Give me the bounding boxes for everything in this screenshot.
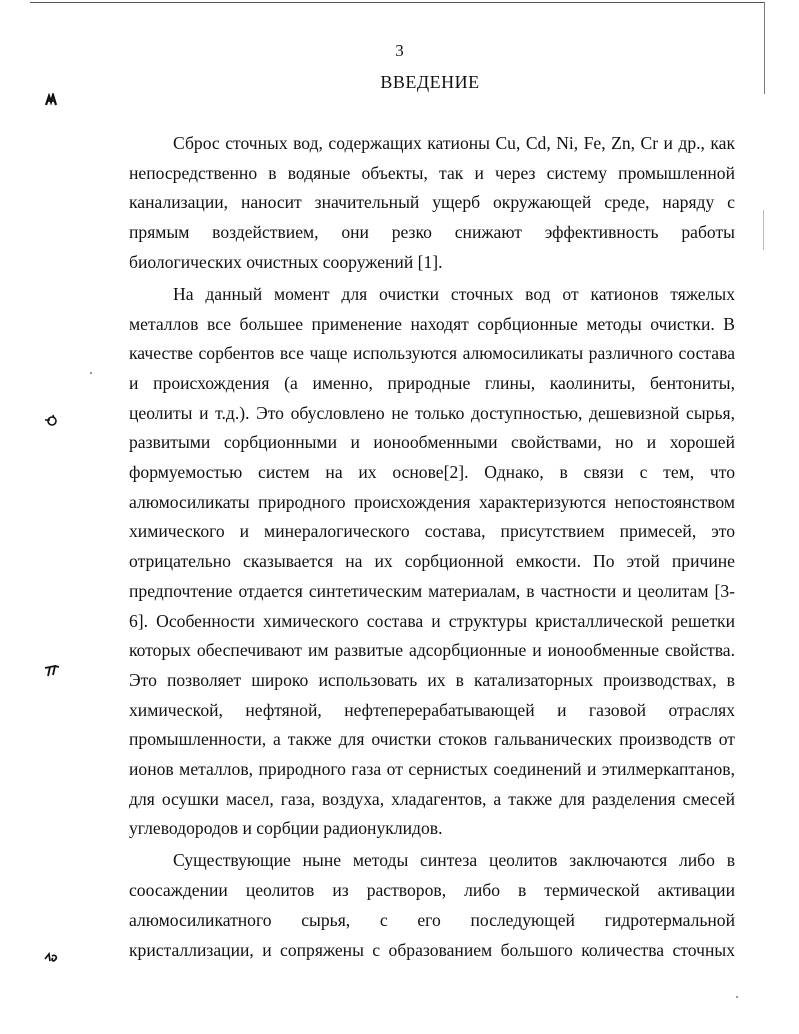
text-line: Это позволяет широко использовать их в катализаторных производствах, в xyxy=(129,669,735,690)
text-line: алюмосиликаты природного происхождения характеризуются непостоянством xyxy=(129,491,735,512)
text-line: ионов металлов, природного газа от сернистых соединений и этилмеркаптанов, xyxy=(129,759,735,780)
scan-artifact-mark-icon xyxy=(44,664,60,678)
text-line: которых обеспечивают им развитые адсорбционные и ионообменные свойства. xyxy=(129,640,735,661)
text-line: кристаллизации, и сопряжены с образованием большого количества сточных xyxy=(129,939,735,960)
scan-border-right-faint xyxy=(763,210,764,250)
text-line: алюмосиликатного сырья, с его последующей гидротермальной xyxy=(129,909,735,930)
paragraph-2 xyxy=(129,280,735,844)
scan-speck xyxy=(90,372,92,374)
text-line: соосаждении цеолитов из растворов, либо в термической активации xyxy=(129,880,735,901)
text-line: промышленности, а также для очистки стоков гальванических производств от xyxy=(129,729,735,750)
scan-border-top xyxy=(30,2,765,3)
paragraph-3 xyxy=(129,846,735,965)
text-line: непосредственно в водяные объекты, так и через систему промышленной xyxy=(129,162,735,183)
scan-artifact-mark-icon xyxy=(44,950,60,964)
document-body xyxy=(129,129,735,965)
text-line: химического и минералогического состава, присутствием примесей, это xyxy=(129,521,735,542)
text-line: для осушки масел, газа, воздуха, хладагентов, а также для разделения смесей xyxy=(129,788,735,809)
text-line: развитыми сорбционными и ионообменными свойствами, но и хорошей xyxy=(129,432,735,453)
scan-speck xyxy=(736,996,738,998)
text-line: На данный момент для очистки сточных вод от катионов тяжелых xyxy=(173,283,735,304)
page-title: ВВЕДЕНИЕ xyxy=(380,72,480,92)
text-line: 6]. Особенности химического состава и структуры кристаллической решетки xyxy=(129,610,735,631)
text-line: цеолиты и т.д.). Это обусловлено не только доступностью, дешевизной сырья, xyxy=(129,402,735,423)
text-line: прямым воздействием, они резко снижают эффективность работы xyxy=(129,222,735,243)
page-number: 3 xyxy=(395,41,404,60)
text-line: углеводородов и сорбции радионуклидов. xyxy=(129,818,443,839)
paragraph-1 xyxy=(129,129,735,278)
text-line: Существующие ныне методы синтеза цеолитов заключаются либо в xyxy=(173,850,735,871)
scan-artifact-mark-icon xyxy=(44,93,58,107)
text-line: предпочтение отдается синтетическим материалам, в частности и цеолитам [3- xyxy=(129,580,735,601)
scan-artifact-mark-icon xyxy=(44,413,58,427)
text-line: канализации, наносит значительный ущерб окружающей среде, наряду с xyxy=(129,192,735,213)
text-line: формуемостью систем на их основе[2]. Однако, в связи с тем, что xyxy=(129,462,735,483)
text-line: металлов все большее применение находят сорбционные методы очистки. В xyxy=(129,313,735,334)
text-line: отрицательно сказывается на их сорбционной емкости. По этой причине xyxy=(129,551,735,572)
text-line: Сброс сточных вод, содержащих катионы Cu, Cd, Ni, Fe, Zn, Cr и др., как xyxy=(173,133,735,153)
text-line: и происхождения (а именно, природные глины, каолиниты, бентониты, xyxy=(129,372,735,393)
text-line: биологических очистных сооружений [1]. xyxy=(129,251,443,272)
text-line: качестве сорбентов все чаще используются алюмосиликаты различного состава xyxy=(129,343,735,364)
text-line: химической, нефтяной, нефтеперерабатывающей и газовой отраслях xyxy=(129,699,735,720)
